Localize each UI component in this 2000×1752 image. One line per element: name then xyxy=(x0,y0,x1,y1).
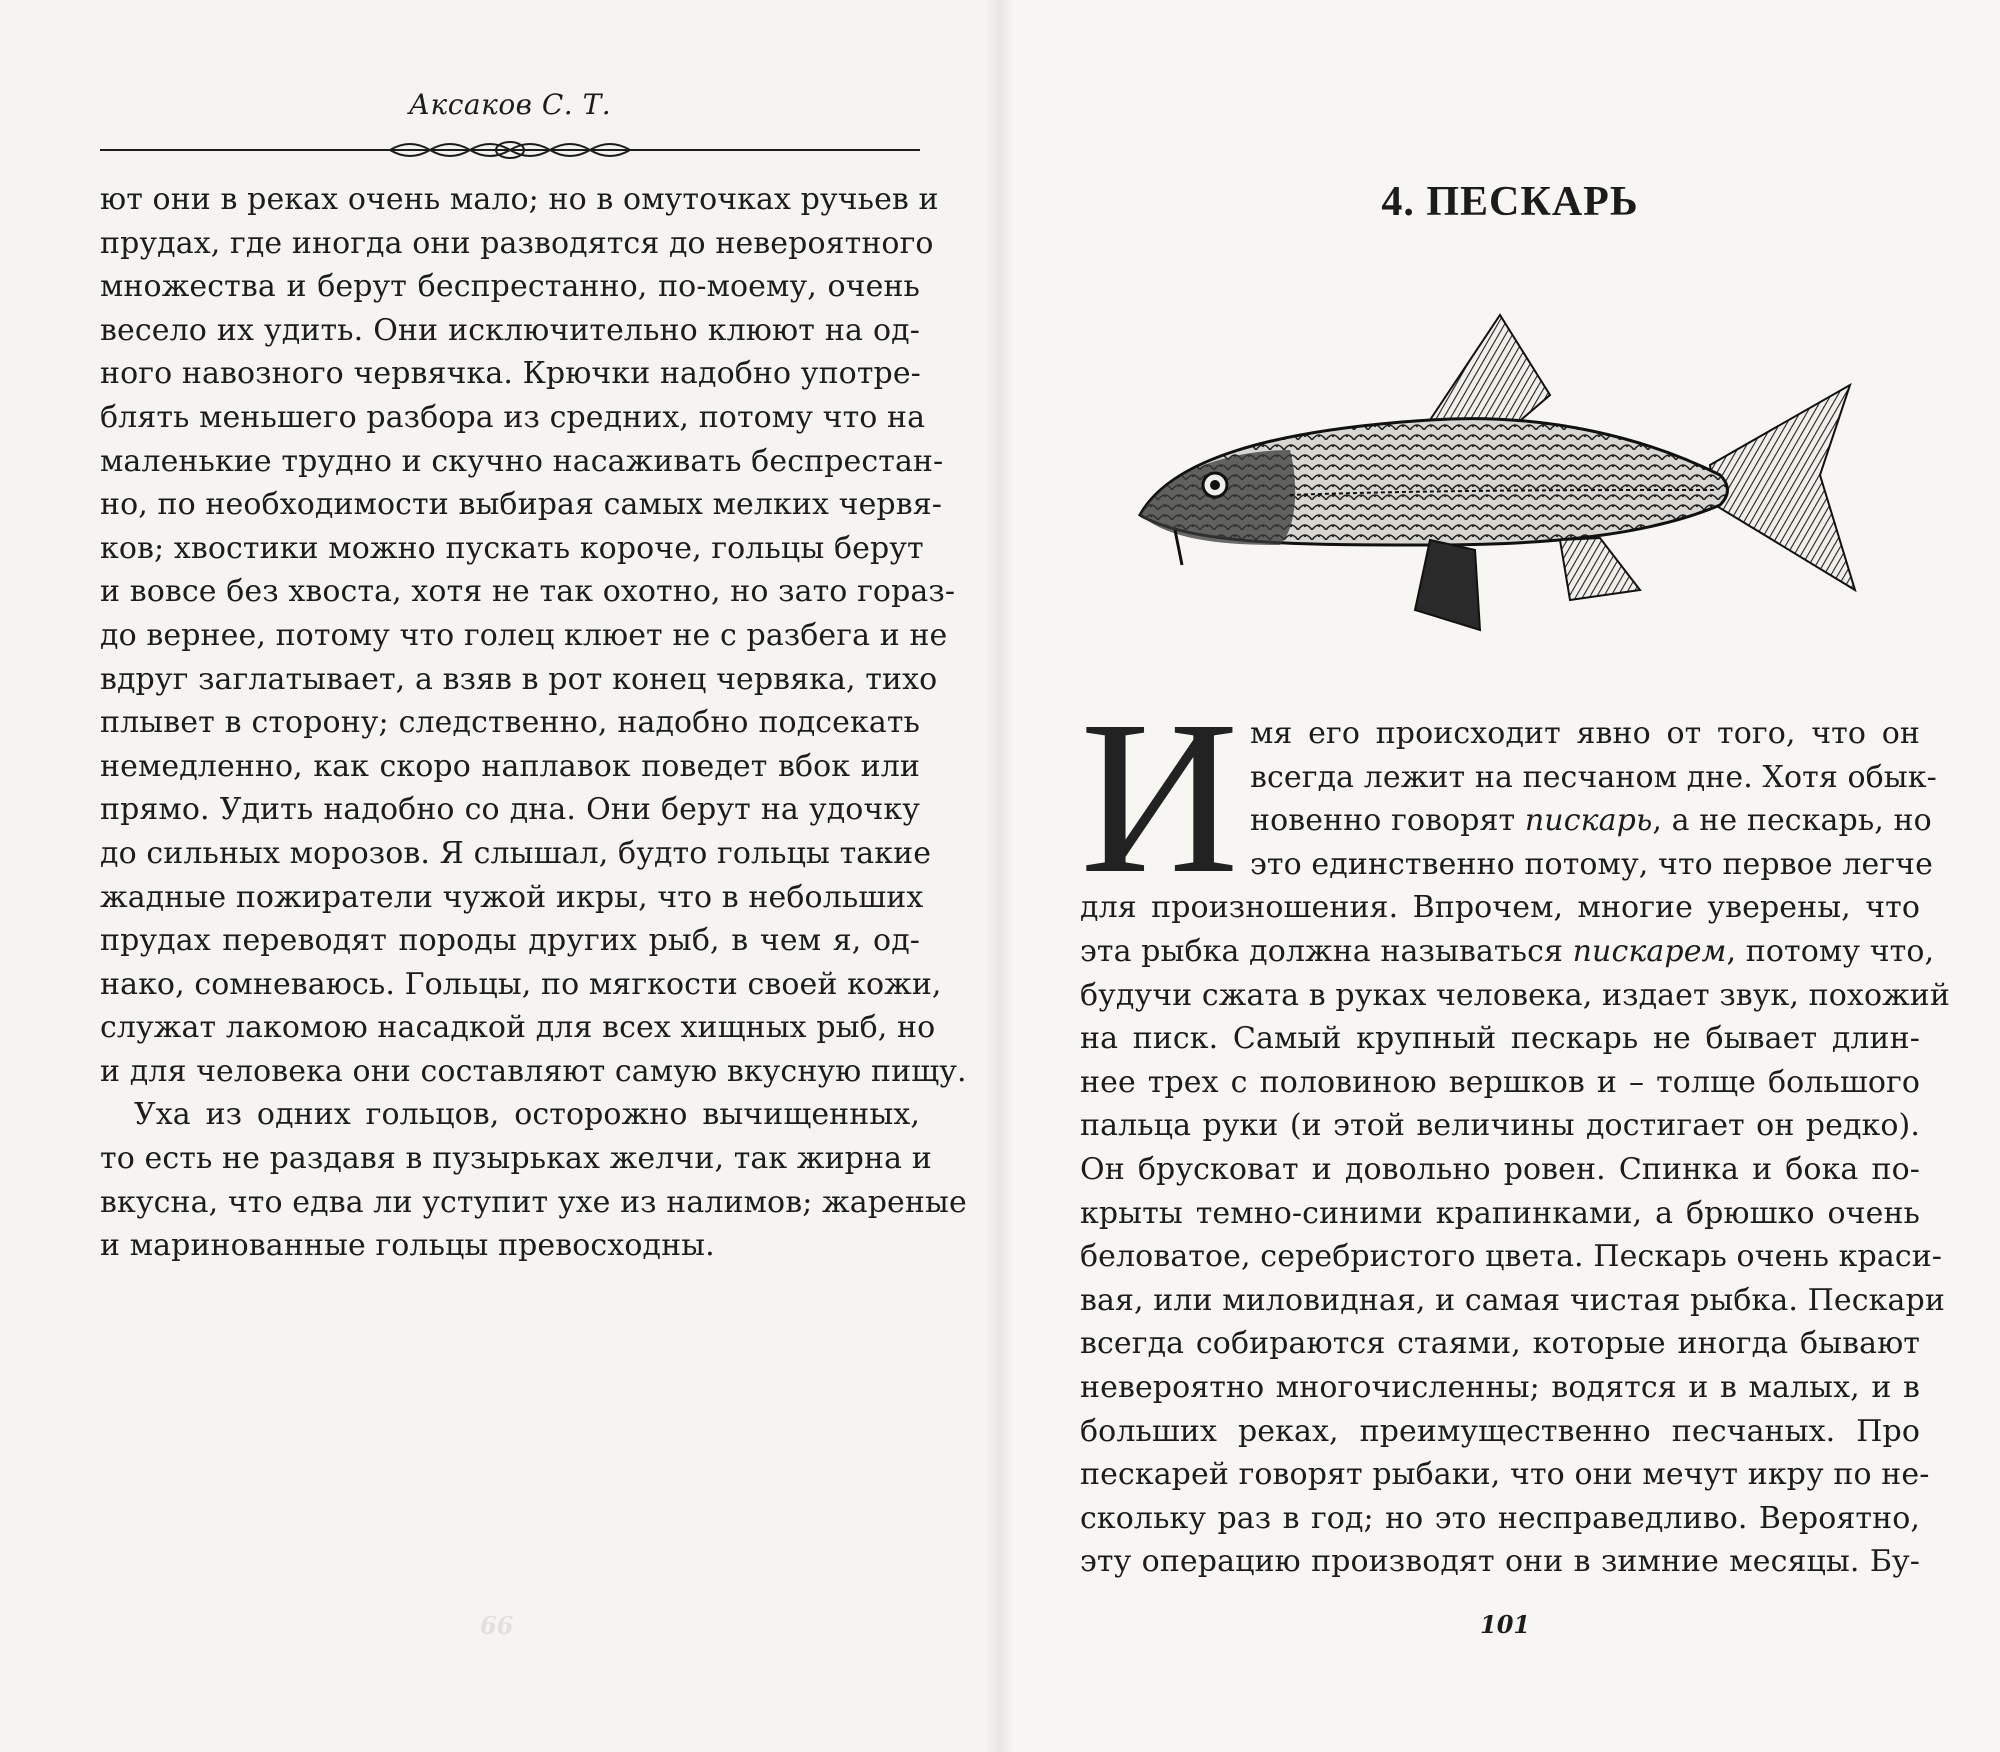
text-line: блять меньшего разбора из средних, потому что на xyxy=(100,399,926,435)
text-line: это единственно потому, что первое легче xyxy=(1250,846,1933,882)
left-page-number: 99 xyxy=(480,1610,514,1639)
gudgeon-fish-icon xyxy=(1130,300,1860,640)
text-line: всегда собираются стаями, которые иногда бывают xyxy=(1080,1326,1920,1362)
right-body-text xyxy=(1080,675,1950,1584)
left-body-text xyxy=(100,178,967,1268)
text-line: новенно говорят пискарь, а не пескарь, но xyxy=(1250,803,1932,839)
text-line: немедленно, как скоро наплавок поведет вбок или xyxy=(100,748,920,784)
text-line: нако, сомневаюсь. Гольцы, по мягкости своей кожи, xyxy=(100,966,942,1002)
text-line: вая, или миловидная, и самая чистая рыбка. Пескари xyxy=(1080,1282,1945,1318)
text-line: и маринованные гольцы превосходны. xyxy=(100,1228,715,1264)
text-line: невероятно многочисленны; водятся и в малых, и в xyxy=(1080,1369,1920,1405)
text-line: вкусна, что едва ли уступит ухе из налимов; жареные xyxy=(100,1184,967,1220)
text-line: Уха из одних гольцов, осторожно вычищенных, xyxy=(134,1097,920,1133)
text-line: и для человека они составляют самую вкусную пищу. xyxy=(100,1053,967,1089)
right-page-number: 101 xyxy=(1480,1610,1531,1639)
text-line: маленькие трудно и скучно насаживать беспрестан- xyxy=(100,443,944,479)
text-line: но, по необходимости выбирая самых мелких червя- xyxy=(100,487,942,523)
text-line: скольку раз в год; но это несправедливо. Вероятно, xyxy=(1080,1500,1920,1536)
text-line: для произношения. Впрочем, многие уверены, что xyxy=(1080,890,1920,926)
text-line: плывет в сторону; следственно, надобно подсекать xyxy=(100,705,920,741)
text-line: прямо. Удить надобно со дна. Они берут на удочку xyxy=(100,792,920,828)
text-line: ют они в реках очень мало; но в омуточках ручьев и xyxy=(100,182,939,217)
text-line: ков; хвостики можно пускать короче, гольцы берут xyxy=(100,530,924,566)
book-gutter xyxy=(985,0,1015,1752)
text-line: будучи сжата в руках человека, издает звук, похожий xyxy=(1080,977,1950,1013)
text-line: пескарей говорят рыбаки, что они мечут икру по не- xyxy=(1080,1457,1930,1493)
ornamental-rule xyxy=(100,138,920,162)
text-line: вдруг заглатывает, а взяв в рот конец червяка, тихо xyxy=(100,661,938,697)
text-line: эта рыбка должна называться пискарем, потому что, xyxy=(1080,933,1935,969)
text-line: беловатое, серебристого цвета. Пескарь очень краси- xyxy=(1080,1239,1943,1275)
text-line: на писк. Самый крупный пескарь не бывает длин- xyxy=(1080,1021,1920,1057)
text-line: ного навозного червячка. Крючки надобно употре- xyxy=(100,356,921,392)
running-head: Аксаков С. Т. xyxy=(408,88,612,121)
text-line: до сильных морозов. Я слышал, будто гольцы такие xyxy=(100,835,932,871)
text-line: жадные пожиратели чужой икры, что в небольших xyxy=(100,879,924,915)
drop-cap: И xyxy=(1080,675,1239,919)
text-line: нее трех с половиною вершков и – толще большого xyxy=(1080,1064,1920,1100)
text-line: служат лакомою насадкой для всех хищных рыб, но xyxy=(100,1010,936,1046)
text-line: прудах переводят породы других рыб, в чем я, од- xyxy=(100,923,920,959)
text-line: всегда лежит на песчаном дне. Хотя обык- xyxy=(1250,759,1937,795)
text-line: мя его происходит явно от того, что он xyxy=(1250,716,1920,751)
text-line: пальца руки (и этой величины достигает он редко). xyxy=(1080,1108,1920,1144)
chapter-title: 4. ПЕСКАРЬ xyxy=(1381,179,1639,225)
text-line: эту операцию производят они в зимние месяцы. Бу- xyxy=(1080,1544,1920,1580)
text-line: и вовсе без хвоста, хотя не так охотно, но зато гораз- xyxy=(100,574,956,610)
text-line: то есть не раздавя в пузырьках желчи, так жирна и xyxy=(100,1141,932,1177)
text-line: больших реках, преимущественно песчаных. Про xyxy=(1080,1413,1920,1449)
text-line: множества и берут беспрестанно, по-моему, очень xyxy=(100,269,920,305)
text-line: прудах, где иногда они разводятся до невероятного xyxy=(100,225,934,261)
text-line: Он брусковат и довольно ровен. Спинка и бока по- xyxy=(1080,1151,1920,1187)
text-line: весело их удить. Они исключительно клюют на од- xyxy=(100,312,920,348)
text-line: до вернее, потому что голец клюет не с разбега и не xyxy=(100,617,948,653)
text-line: крыты темно-синими крапинками, а брюшко очень xyxy=(1080,1195,1920,1231)
